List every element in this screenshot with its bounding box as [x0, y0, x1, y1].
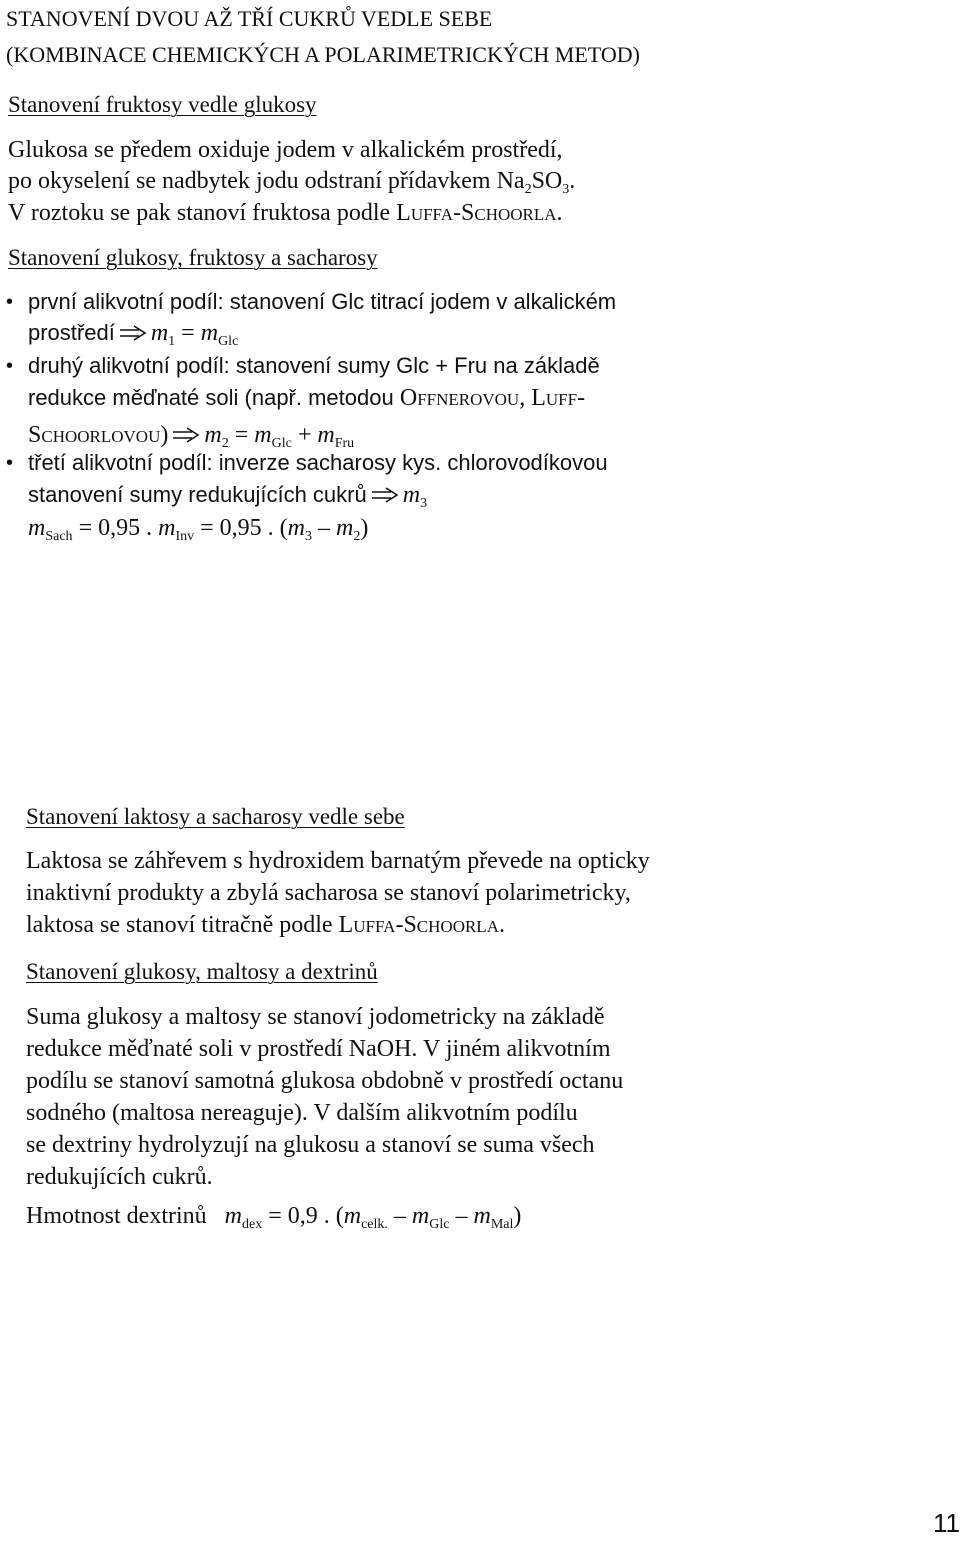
implies-arrow-icon	[172, 426, 200, 444]
bullet-1: •	[6, 291, 14, 313]
s4-line-2: redukce měďnaté soli v prostředí NaOH. V jiném alikvotním	[26, 1036, 611, 1062]
implies-arrow-icon	[119, 324, 147, 342]
s3-line-3: laktosa se stanoví titračně podle LUFFA-SCHOORLA.	[26, 912, 505, 938]
s2-bullet-2-line-1: druhý alikvotní podíl: stanovení sumy Glc + Fru na základě	[28, 353, 600, 378]
s2-bullet-3-line-2: stanovení sumy redukujících cukrů $m_3$	[28, 482, 428, 511]
section-heading-glc-fru-sach: Stanovení glukosy, fruktosy a sacharosy	[8, 245, 378, 270]
s2-bullet-3-line-1: třetí alikvotní podíl: inverze sacharosy kys. chlorovodíkovou	[28, 450, 608, 475]
s4-formula-dextrins: Hmotnost dextrinů $m_{dex} = 0,9$ . $(m_{celk.} - m_{Glc} - m_{Mal})$	[26, 1203, 522, 1232]
s4-line-3: podílu se stanoví samotná glukosa obdobně v prostředí octanu	[26, 1068, 624, 1094]
section-heading-dextrins: Stanovení glukosy, maltosy a dextrinů	[26, 959, 378, 984]
s4-line-1: Suma glukosy a maltosy se stanoví jodometricky na základě	[26, 1004, 605, 1030]
s3-line-1: Laktosa se záhřevem s hydroxidem barnatým převede na opticky	[26, 848, 650, 874]
s2-bullet-2-line-3: SCHOORLOVOU) $m_2 = m_{Glc} + m_{Fru}$	[28, 422, 355, 451]
title-line-2: (KOMBINACE CHEMICKÝCH A POLARIMETRICKÝCH METOD)	[6, 42, 640, 67]
s4-line-6: redukujících cukrů.	[26, 1164, 213, 1190]
s1-line-3: V roztoku se pak stanoví fruktosa podle LUFFA-SCHOORLA.	[8, 200, 563, 226]
s2-bullet-2-line-2: redukce měďnaté soli (např. metodou OFFNEROVOU, LUFF-	[28, 385, 586, 411]
page-number: 11	[933, 1508, 960, 1538]
bullet-3: •	[6, 452, 14, 474]
s2-bullet-1-line-1: první alikvotní podíl: stanovení Glc titrací jodem v alkalickém	[28, 289, 617, 314]
s3-line-2: inaktivní produkty a zbylá sacharosa se stanoví polarimetricky,	[26, 880, 631, 906]
title-line-1: STANOVENÍ DVOU AŽ TŘÍ CUKRŮ VEDLE SEBE	[6, 6, 493, 31]
section-heading-fructose: Stanovení fruktosy vedle glukosy	[8, 92, 317, 117]
s1-line-2: po okyselení se nadbytek jodu odstraní přídavkem $Na_2SO_3$.	[8, 168, 576, 197]
s4-line-5: se dextriny hydrolyzují na glukosu a stanoví se suma všech	[26, 1132, 595, 1158]
implies-arrow-icon	[371, 486, 399, 504]
s2-formula-sucrose: $m_{Sach} = 0,95$ . $m_{Inv} = 0,95$ . $(m_3 - m_2)$	[28, 515, 369, 544]
section-heading-lactose: Stanovení laktosy a sacharosy vedle sebe	[26, 804, 405, 829]
s1-line-1: Glukosa se předem oxiduje jodem v alkalickém prostředí,	[8, 137, 563, 163]
s2-bullet-1-line-2: prostředí $m_1 = m_{Glc}$	[28, 320, 239, 349]
s4-line-4: sodného (maltosa nereaguje). V dalším alikvotním podílu	[26, 1100, 578, 1126]
bullet-2: •	[6, 355, 14, 377]
